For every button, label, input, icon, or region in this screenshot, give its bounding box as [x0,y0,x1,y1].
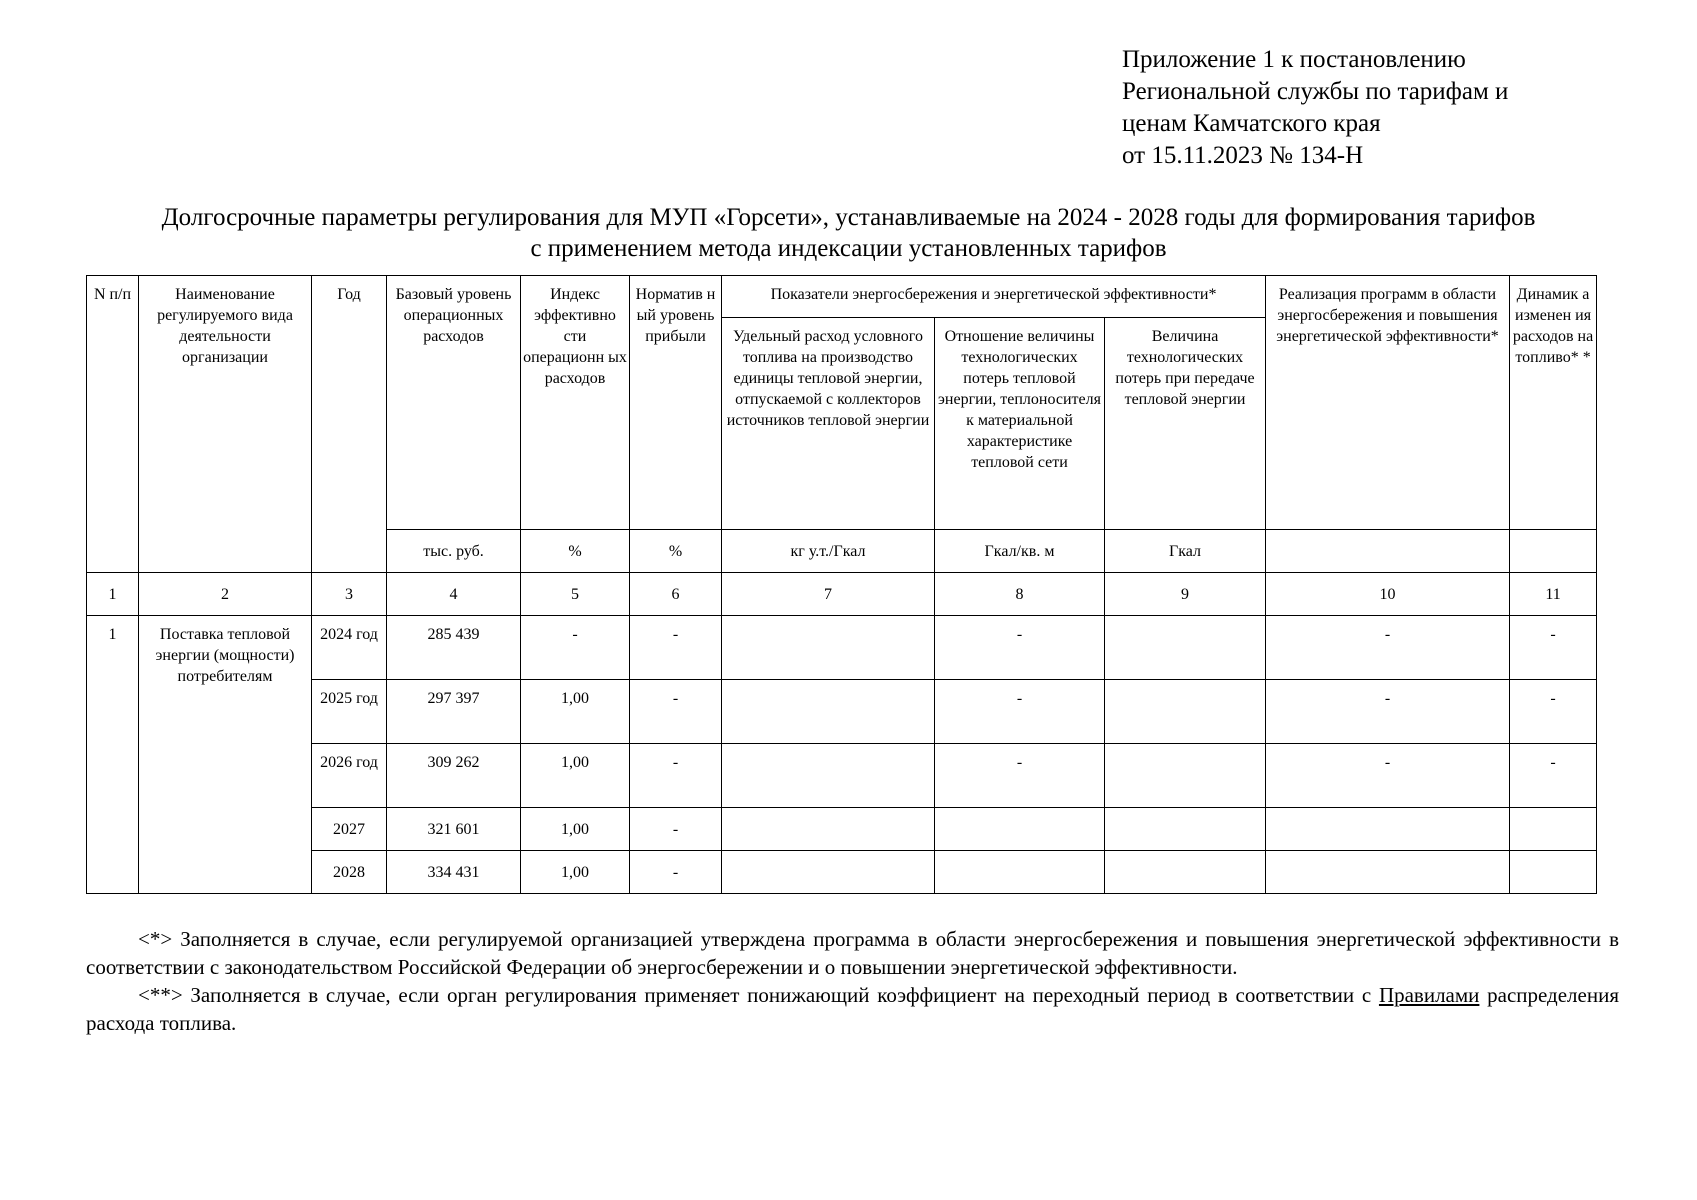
efficiency-index-cell: 1,00 [521,680,630,744]
unit-normative-profit: % [630,530,722,573]
loss-ratio-cell [935,808,1105,851]
fuel-cost-dynamics-cell: - [1510,744,1597,808]
specific-fuel-rate-cell [722,808,935,851]
footnote-double-asterisk-ending: распределения расхода топлива. [86,983,1619,1035]
specific-fuel-rate-cell [722,616,935,680]
unit-base-opex: тыс. руб. [387,530,521,573]
column-number: 10 [1266,573,1510,616]
unit-loss-ratio: Гкал/кв. м [935,530,1105,573]
fuel-cost-dynamics-cell: - [1510,616,1597,680]
year-cell: 2026 год [312,744,387,808]
column-number: 8 [935,573,1105,616]
technological-losses-cell [1105,851,1266,894]
appendix-line-3: ценам Камчатского края [1122,110,1381,137]
unit-specific-fuel-rate: кг у.т./Гкал [722,530,935,573]
appendix-line-2: Региональной службы по тарифам и [1122,78,1509,105]
fuel-cost-dynamics-cell [1510,851,1597,894]
energy-program-cell [1266,851,1510,894]
document-title-line-1: Долгосрочные параметры регулирования для МУП «Горсети», устанавливаемые на 2024 - 2028 годы для формирования тарифов [161,204,1536,231]
efficiency-index-cell: 1,00 [521,744,630,808]
base-opex-cell: 321 601 [387,808,521,851]
year-cell: 2028 [312,851,387,894]
column-number: 5 [521,573,630,616]
appendix-date-number: от 15.11.2023 № 134-Н [1122,142,1364,169]
activity-name-cell: Поставка тепловой энергии (мощности) потребителям [139,616,312,894]
specific-fuel-rate-cell [722,680,935,744]
year-cell: 2025 год [312,680,387,744]
header-base-opex: Базовый уровень операционных расходов [387,276,521,530]
normative-profit-cell: - [630,808,722,851]
loss-ratio-cell: - [935,744,1105,808]
loss-ratio-cell [935,851,1105,894]
column-number: 2 [139,573,312,616]
unit-efficiency-index: % [521,530,630,573]
footnote-single-asterisk: <*> Заполняется в случае, если регулируемой организацией утверждена программа в области энергосбережения и повышения энергетической эффективности в соответствии с законодательством Российской Федерации об энергосбережении и о повышении энергетической эффективности. [86,927,1619,979]
header-specific-fuel-rate: Удельный расход условного топлива на производство единицы тепловой энергии, отпускаемой с коллекторов источников тепловой энергии [722,318,935,530]
energy-program-cell: - [1266,744,1510,808]
specific-fuel-rate-cell [722,851,935,894]
efficiency-index-cell: - [521,616,630,680]
fuel-cost-dynamics-cell: - [1510,680,1597,744]
table-row [87,851,1597,894]
technological-losses-cell [1105,808,1266,851]
header-activity-name: Наименование регулируемого вида деятельности организации [139,276,312,573]
normative-profit-cell: - [630,680,722,744]
table-row [87,808,1597,851]
year-cell: 2024 год [312,616,387,680]
loss-ratio-cell: - [935,616,1105,680]
column-number: 9 [1105,573,1266,616]
year-cell: 2027 [312,808,387,851]
header-efficiency-index: Индекс эффективно сти операционн ых расходов [521,276,630,530]
header-row-number: N п/п [87,276,139,573]
base-opex-cell: 334 431 [387,851,521,894]
header-fuel-cost-dynamics: Динамик а изменен ия расходов на топливо* * [1510,276,1597,530]
efficiency-index-cell: 1,00 [521,851,630,894]
base-opex-cell: 297 397 [387,680,521,744]
energy-program-cell: - [1266,616,1510,680]
rules-link[interactable]: Правилами [1378,983,1480,1007]
footnotes [86,925,1619,1037]
column-number: 6 [630,573,722,616]
header-technological-losses: Величина технологических потерь при передаче тепловой энергии [1105,318,1266,530]
loss-ratio-cell: - [935,680,1105,744]
column-number: 7 [722,573,935,616]
normative-profit-cell: - [630,744,722,808]
header-energy-program: Реализация программ в области энергосбережения и повышения энергетической эффективности* [1266,276,1510,530]
header-energy-efficiency-group: Показатели энергосбережения и энергетической эффективности* [722,276,1266,318]
technological-losses-cell [1105,680,1266,744]
footnote-double-asterisk [86,981,1619,1037]
footnote-double-asterisk-text: <**> Заполняется в случае, если орган регулирования применяет понижающий коэффициент на переходный период в соответствии с [138,983,1379,1007]
header-loss-ratio: Отношение величины технологических потерь тепловой энергии, теплоносителя к материальной характеристике тепловой сети [935,318,1105,530]
unit-technological-losses: Гкал [1105,530,1266,573]
document-title [40,202,1657,264]
column-number: 1 [87,573,139,616]
energy-program-cell [1266,808,1510,851]
base-opex-cell: 285 439 [387,616,521,680]
normative-profit-cell: - [630,616,722,680]
column-number: 3 [312,573,387,616]
header-year: Год [312,276,387,573]
row-number-cell: 1 [87,616,139,894]
regulation-parameters-table [86,275,1597,894]
appendix-line-1: Приложение 1 к постановлению [1122,46,1466,73]
unit-energy-program [1266,530,1510,573]
technological-losses-cell [1105,616,1266,680]
table-row [87,744,1597,808]
document-title-line-2: с применением метода индексации установленных тарифов [530,235,1167,262]
header-normative-profit: Норматив ный уровень прибыли [630,276,722,530]
efficiency-index-cell: 1,00 [521,808,630,851]
energy-program-cell: - [1266,680,1510,744]
specific-fuel-rate-cell [722,744,935,808]
table-row [87,680,1597,744]
fuel-cost-dynamics-cell [1510,808,1597,851]
column-number: 11 [1510,573,1597,616]
column-number: 4 [387,573,521,616]
table-row [87,616,1597,680]
normative-profit-cell: - [630,851,722,894]
technological-losses-cell [1105,744,1266,808]
base-opex-cell: 309 262 [387,744,521,808]
unit-fuel-cost-dynamics [1510,530,1597,573]
appendix-header [1122,44,1508,172]
